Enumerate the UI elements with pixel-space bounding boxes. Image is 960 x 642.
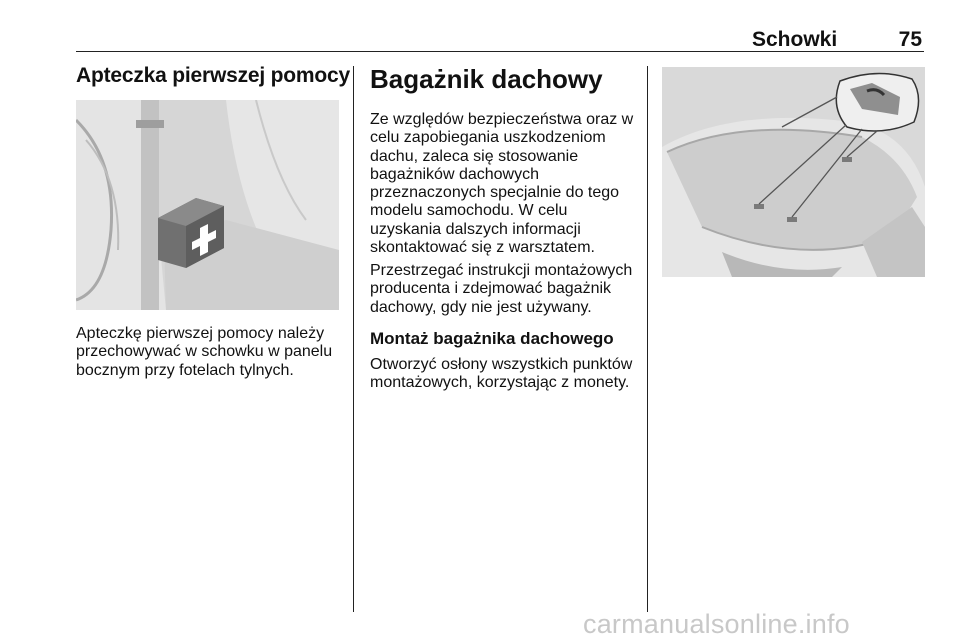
text-line: celu zapobiegania uszkodzeniom [370, 129, 606, 147]
first-aid-paragraph [76, 325, 332, 380]
header-divider [76, 51, 924, 52]
mounting-subheading: Montaż bagażnika dachowego [370, 329, 614, 348]
first-aid-heading: Apteczka pierwszej pomocy [76, 64, 350, 87]
text-line: bagażników dachowych [370, 165, 539, 183]
text-line: uzyskania dalszych informacji [370, 220, 581, 238]
roof-rack-paragraph-3 [370, 356, 632, 393]
text-line: przeznaczonych specjalnie do tego [370, 184, 620, 202]
roof-rack-heading: Bagażnik dachowy [370, 64, 603, 94]
first-aid-kit-illustration [76, 100, 339, 310]
text-line: bocznym przy fotelach tylnych. [76, 361, 294, 379]
watermark: carmanualsonline.info [583, 609, 850, 639]
page-number: 75 [898, 28, 922, 51]
text-line: montażowych, korzystając z monety. [370, 374, 630, 392]
column-divider-right [647, 66, 648, 612]
text-line: Otworzyć osłony wszystkich punktów [370, 356, 633, 373]
text-line: Przestrzegać instrukcji montażowych [370, 262, 633, 279]
text-line: producenta i zdejmować bagażnik [370, 280, 612, 298]
column-divider-left [353, 66, 354, 612]
roof-rack-paragraph-1 [370, 111, 633, 257]
text-line: Apteczkę pierwszej pomocy należy [76, 325, 325, 342]
text-line: modelu samochodu. W celu [370, 202, 568, 220]
text-line: dachowy, gdy nie jest używany. [370, 298, 592, 316]
text-line: dachu, zaleca się stosowanie [370, 147, 579, 165]
running-header-title: Schowki [752, 28, 838, 51]
roof-rack-paragraph-2 [370, 262, 632, 317]
text-line: skontaktować się z warsztatem. [370, 239, 595, 257]
roof-mounting-points-illustration [662, 67, 925, 277]
text-line: przechowywać w schowku w panelu [76, 343, 333, 361]
text-line: Ze względów bezpieczeństwa oraz w [370, 111, 634, 128]
